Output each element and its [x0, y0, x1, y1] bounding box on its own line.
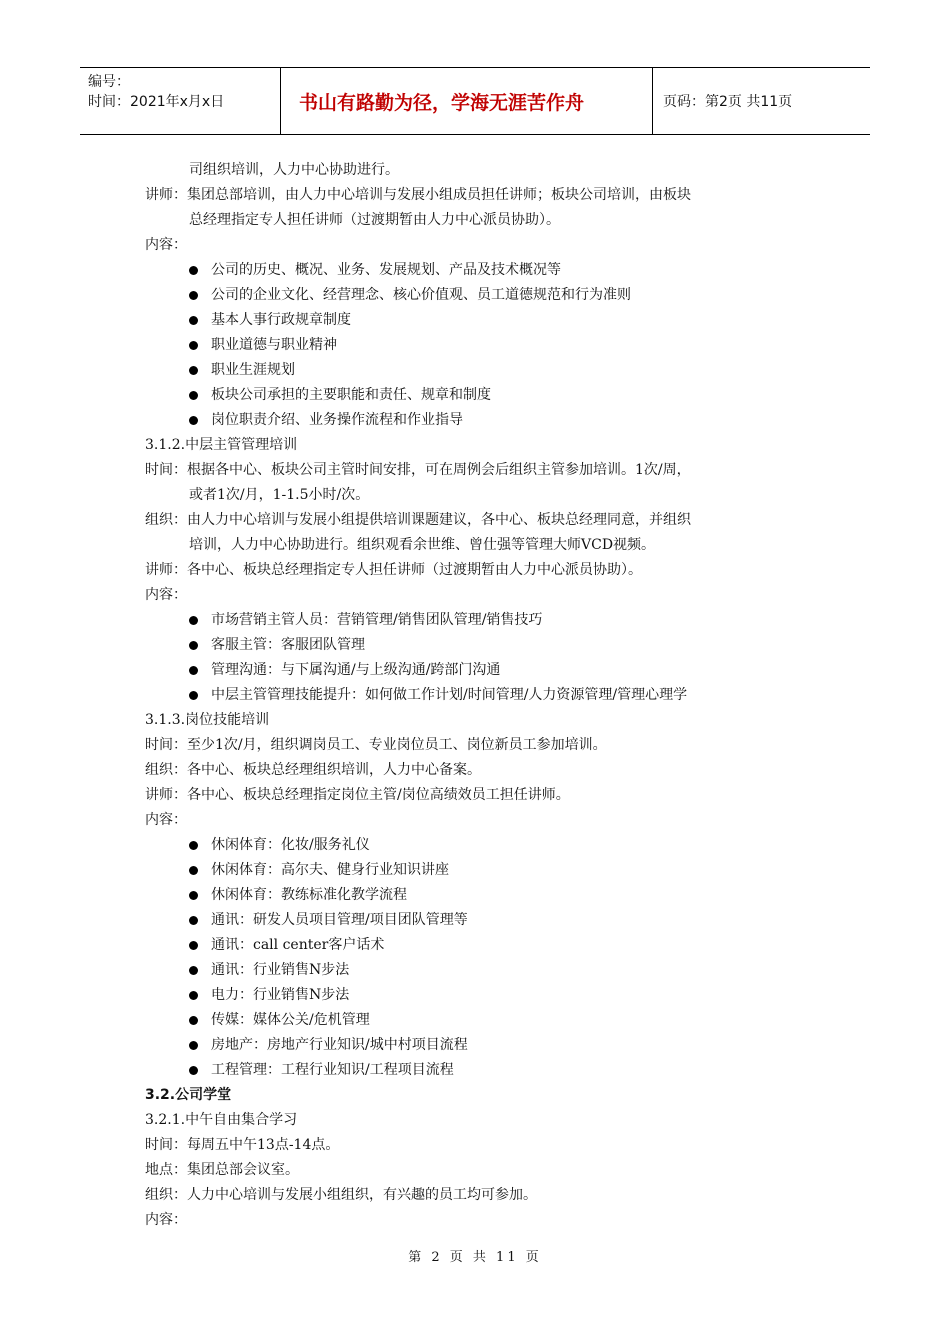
header-meta	[80, 68, 281, 134]
bullet-dot-icon	[189, 366, 198, 375]
bullet-dot-icon	[189, 841, 198, 850]
section-heading: 3.2.公司学堂	[145, 1087, 232, 1103]
bullet-item	[145, 933, 815, 958]
bullet-item	[145, 333, 815, 358]
bullet-item	[145, 258, 815, 283]
bullet-text: 中层主管管理技能提升：如何做工作计划/时间管理/人力资源管理/管理心理学	[211, 687, 688, 703]
bullet-item	[145, 633, 815, 658]
bullet-text: 板块公司承担的主要职能和责任、规章和制度	[211, 387, 491, 403]
bullet-text: 基本人事行政规章制度	[211, 312, 351, 328]
bullet-dot-icon	[189, 291, 198, 300]
bullet-text: 通讯：call center客户话术	[211, 937, 385, 953]
bullet-text: 通讯：行业销售N步法	[211, 962, 350, 978]
bullet-item	[145, 283, 815, 308]
bullet-dot-icon	[189, 891, 198, 900]
bullet-text: 休闲体育：化妆/服务礼仪	[211, 837, 370, 853]
page-footer: 第 2 页 共 11 页	[408, 1250, 542, 1265]
bullet-text: 公司的企业文化、经营理念、核心价值观、员工道德规范和行为准则	[211, 287, 631, 303]
bullet-dot-icon	[189, 416, 198, 425]
bullet-dot-icon	[189, 1066, 198, 1075]
bullet-text: 市场营销主管人员：营销管理/销售团队管理/销售技巧	[211, 612, 543, 628]
bullet-item	[145, 358, 815, 383]
header-number: 编号：	[88, 74, 130, 90]
bullet-item	[145, 983, 815, 1008]
text-line: 地点：集团总部会议室。	[145, 1162, 299, 1178]
text-line: 时间：根据各中心、板块公司主管时间安排，可在周例会后组织主管参加培训。1次/周，	[145, 462, 691, 478]
text-line: 或者1次/月，1-1.5小时/次。	[189, 487, 370, 503]
text-line: 组织：由人力中心培训与发展小组提供培训课题建议，各中心、板块总经理同意，并组织	[145, 512, 691, 528]
text-line: 讲师：各中心、板块总经理指定岗位主管/岗位高绩效员工担任讲师。	[145, 787, 570, 803]
bullet-text: 客服主管：客服团队管理	[211, 637, 365, 653]
bullet-text: 职业生涯规划	[211, 362, 295, 378]
bullet-text: 休闲体育：教练标准化教学流程	[211, 887, 407, 903]
bullet-dot-icon	[189, 966, 198, 975]
bullet-text: 房地产：房地产行业知识/城中村项目流程	[211, 1037, 468, 1053]
bullet-dot-icon	[189, 266, 198, 275]
bullet-text: 休闲体育：高尔夫、健身行业知识讲座	[211, 862, 449, 878]
bullet-dot-icon	[189, 916, 198, 925]
header-motto: 书山有路勤为径，学海无涯苦作舟	[281, 68, 653, 134]
bullet-dot-icon	[189, 691, 198, 700]
bullet-dot-icon	[189, 866, 198, 875]
bullet-text: 电力：行业销售N步法	[211, 987, 350, 1003]
text-line: 3.2.1.中午自由集合学习	[145, 1112, 298, 1128]
text-line: 培训，人力中心协助进行。组织观看余世维、曾仕强等管理大师VCD视频。	[189, 537, 656, 553]
bullet-dot-icon	[189, 616, 198, 625]
bullet-item	[145, 858, 815, 883]
bullet-item	[145, 1008, 815, 1033]
bullet-item	[145, 1033, 815, 1058]
text-line: 3.1.3.岗位技能培训	[145, 712, 270, 728]
header-page-number: 页码：第2页 共11页	[663, 94, 793, 110]
text-line: 时间：至少1次/月，组织调岗员工、专业岗位员工、岗位新员工参加培训。	[145, 737, 607, 753]
bullet-item	[145, 1058, 815, 1083]
text-line: 讲师：各中心、板块总经理指定专人担任讲师（过渡期暂由人力中心派员协助）。	[145, 562, 642, 578]
bullet-item	[145, 908, 815, 933]
bullet-dot-icon	[189, 941, 198, 950]
bullet-text: 岗位职责介绍、业务操作流程和作业指导	[211, 412, 463, 428]
text-line: 内容：	[145, 237, 187, 253]
document-body	[145, 158, 815, 1233]
bullet-text: 传媒：媒体公关/危机管理	[211, 1012, 370, 1028]
bullet-item	[145, 408, 815, 433]
text-line: 3.1.2.中层主管管理培训	[145, 437, 298, 453]
text-line: 司组织培训，人力中心协助进行。	[189, 162, 399, 178]
bullet-dot-icon	[189, 1041, 198, 1050]
text-line: 组织：人力中心培训与发展小组组织，有兴趣的员工均可参加。	[145, 1187, 537, 1203]
text-line: 内容：	[145, 587, 187, 603]
bullet-dot-icon	[189, 641, 198, 650]
bullet-text: 管理沟通：与下属沟通/与上级沟通/跨部门沟通	[211, 662, 501, 678]
bullet-item	[145, 958, 815, 983]
text-line: 讲师：集团总部培训，由人力中心培训与发展小组成员担任讲师；板块公司培训，由板块	[145, 187, 691, 203]
bullet-item	[145, 883, 815, 908]
bullet-item	[145, 683, 815, 708]
bullet-dot-icon	[189, 341, 198, 350]
text-line: 内容：	[145, 812, 187, 828]
bullet-item	[145, 308, 815, 333]
bullet-dot-icon	[189, 316, 198, 325]
bullet-text: 公司的历史、概况、业务、发展规划、产品及技术概况等	[211, 262, 561, 278]
header-time: 时间：2021年x月x日	[88, 94, 225, 110]
text-line: 内容：	[145, 1212, 187, 1228]
bullet-dot-icon	[189, 391, 198, 400]
bullet-item	[145, 383, 815, 408]
bullet-dot-icon	[189, 991, 198, 1000]
bullet-dot-icon	[189, 666, 198, 675]
text-line: 组织：各中心、板块总经理组织培训，人力中心备案。	[145, 762, 481, 778]
page-header	[80, 67, 870, 135]
bullet-text: 工程管理：工程行业知识/工程项目流程	[211, 1062, 454, 1078]
bullet-item	[145, 658, 815, 683]
bullet-item	[145, 608, 815, 633]
bullet-item	[145, 833, 815, 858]
text-line: 时间：每周五中午13点-14点。	[145, 1137, 340, 1153]
bullet-text: 通讯：研发人员项目管理/项目团队管理等	[211, 912, 468, 928]
bullet-dot-icon	[189, 1016, 198, 1025]
bullet-text: 职业道德与职业精神	[211, 337, 337, 353]
text-line: 总经理指定专人担任讲师（过渡期暂由人力中心派员协助）。	[189, 212, 560, 228]
